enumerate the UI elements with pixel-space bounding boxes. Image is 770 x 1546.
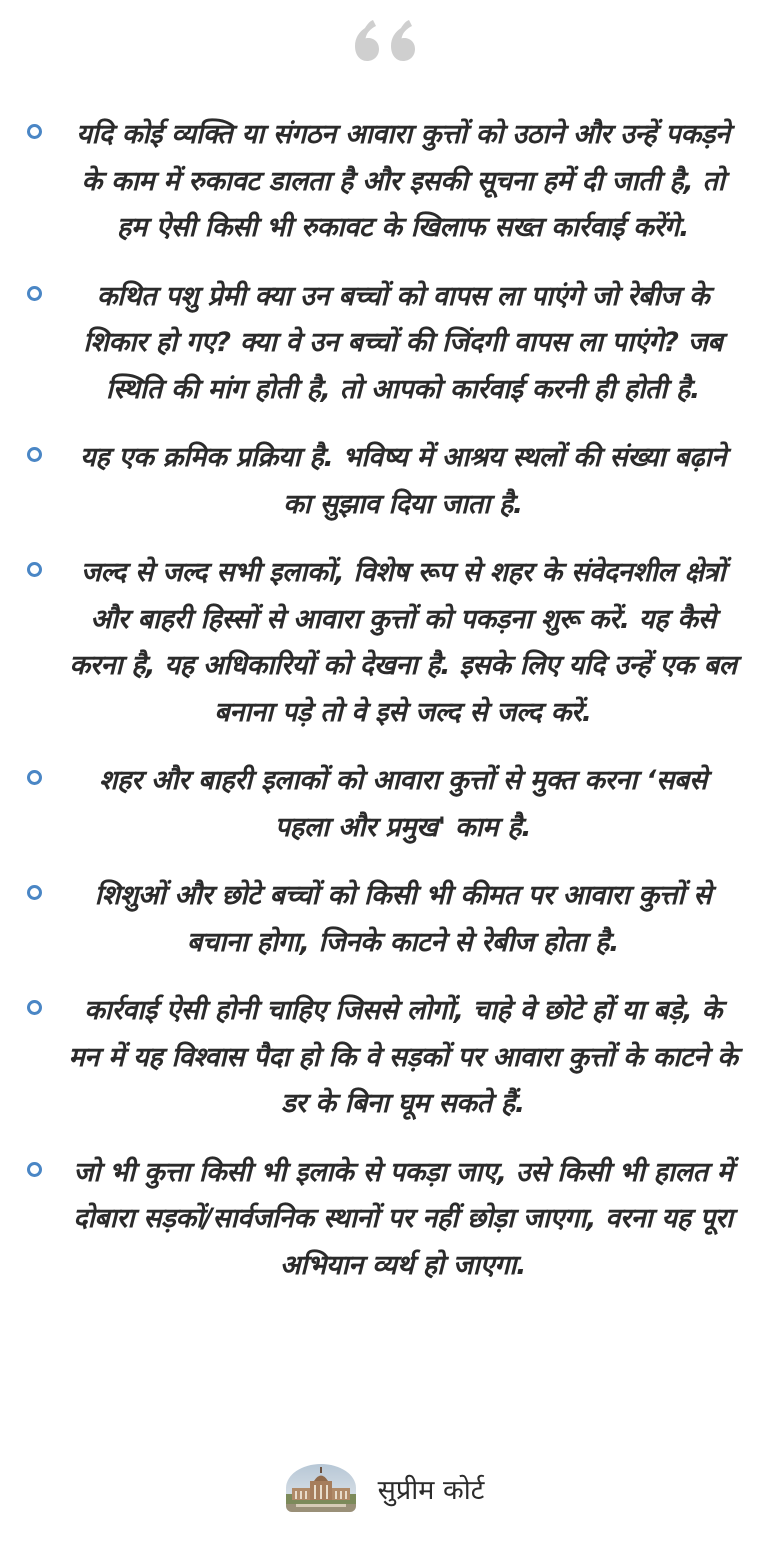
point-text: जो भी कुत्ता किसी भी इलाके से पकड़ा जाए, उसे किसी भी हालत में दोबारा सड़कों/सार्वजनिक स्थानों पर नहीं छोड़ा जाएगा, वरना यह पूरा अभियान व्यर्थ हो जाएगा. <box>73 1156 733 1281</box>
point-text: कार्रवाई ऐसी होनी चाहिए जिससे लोगों, चाहे वे छोटे हों या बड़े, के मन में यह विश्वास पैदा हो कि वे सड़कों पर आवारा कुत्तों के काटने के डर के बिना घूम सकते हैं. <box>68 995 738 1119</box>
point-item <box>0 758 770 851</box>
bullet-circle-icon <box>27 1162 42 1177</box>
bullet-circle-icon <box>27 124 42 139</box>
bullet-circle-icon <box>27 1000 42 1015</box>
point-text: जल्द से जल्द सभी इलाकों, विशेष रूप से शहर के संवेदनशील क्षेत्रों और बाहरी हिस्सों से आवारा कुत्तों को पकड़ना शुरू करें. यह कैसे करना है, यह अधिकारियों को देखना है. इसके लिए यदि उन्हें एक बल बनाना पड़े तो वे इसे जल्द से जल्द करें. <box>69 557 737 728</box>
bullet-circle-icon <box>27 885 42 900</box>
bullet-circle-icon <box>27 447 42 462</box>
bullet-circle-icon <box>27 770 42 785</box>
point-item <box>0 274 770 414</box>
point-text: कथित पशु प्रेमी क्या उन बच्चों को वापस ला पाएंगे जो रेबीज के शिकार हो गए? क्या वे उन बच्चों की जिंदगी वापस ला पाएंगे? जब स्थिति की मांग होती है, तो आपको कार्रवाई करनी ही होती है. <box>83 280 723 405</box>
key-points-list <box>0 112 770 1311</box>
point-item <box>0 873 770 966</box>
bullet-circle-icon <box>27 562 42 577</box>
point-text: शिशुओं और छोटे बच्चों को किसी भी कीमत पर आवारा कुत्तों से बचाना होगा, जिनके काटने से रेबीज होता है. <box>94 880 712 958</box>
point-text: यदि कोई व्यक्ति या संगठन आवारा कुत्तों को उठाने और उन्हें पकड़ने के काम में रुकावट डालता है और इसकी सूचना हमें दी जाती है, तो हम ऐसी किसी भी रुकावट के खिलाफ सख्त कार्रवाई करेंगे. <box>76 119 730 243</box>
point-item <box>0 550 770 736</box>
supreme-court-building-icon <box>286 1464 356 1512</box>
point-text: शहर और बाहरी इलाकों को आवारा कुत्तों से मुक्त करना ‘सबसे पहला और प्रमुख' काम है. <box>98 765 707 843</box>
point-item <box>0 435 770 528</box>
point-item <box>0 1150 770 1290</box>
quote-mark-icon <box>0 14 770 94</box>
source-name: सुप्रीम कोर्ट <box>377 1474 485 1506</box>
source-attribution <box>0 1458 770 1518</box>
point-text: यह एक क्रमिक प्रक्रिया है. भविष्य में आश्रय स्थलों की संख्या बढ़ाने का सुझाव दिया जाता है. <box>80 442 726 520</box>
point-item <box>0 112 770 252</box>
bullet-circle-icon <box>27 286 42 301</box>
point-item <box>0 988 770 1128</box>
